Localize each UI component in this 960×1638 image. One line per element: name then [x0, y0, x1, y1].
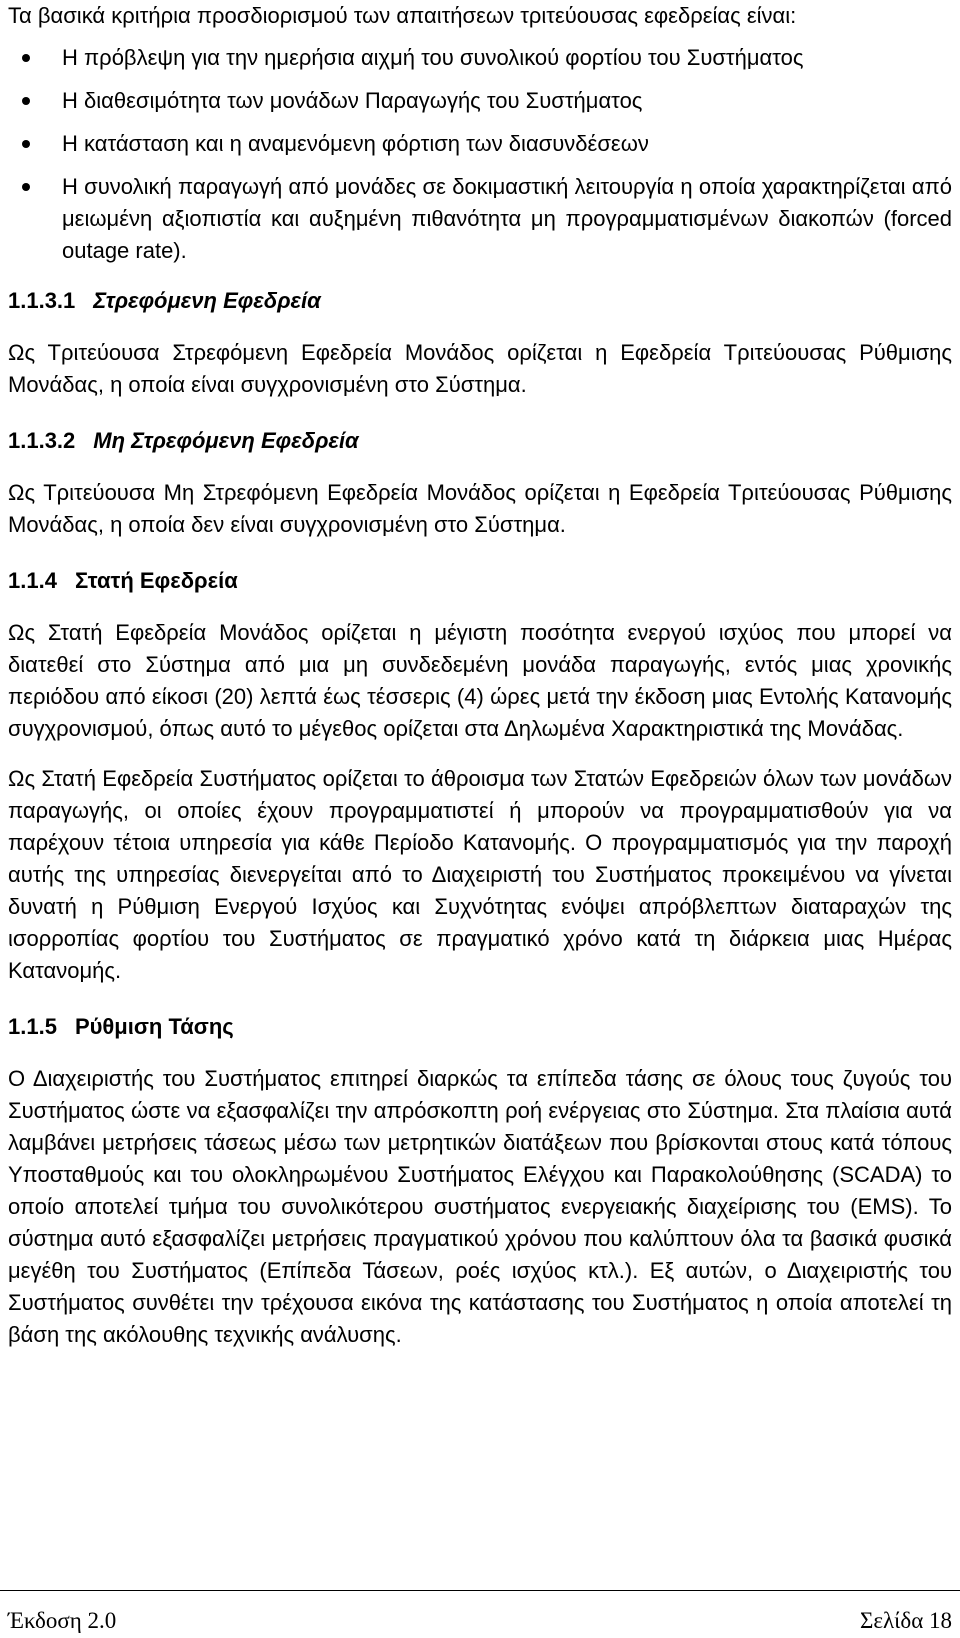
list-item-text: Η πρόβλεψη για την ημερήσια αιχμή του συνολικού φορτίου του Συστήματος: [62, 45, 804, 70]
list-item-text: Η διαθεσιμότητα των μονάδων Παραγωγής του Συστήματος: [62, 88, 643, 113]
intro-text: Τα βασικά κριτήρια προσδιορισμού των απαιτήσεων τριτεύουσας εφεδρείας είναι:: [8, 3, 797, 28]
paragraph: Ως Στατή Εφεδρεία Συστήματος ορίζεται το άθροισμα των Στατών Εφεδρειών όλων των μονάδων παραγωγής, οι οποίες έχουν προγραμματιστεί ή μπορούν να προγραμματισθούν για να παρέχουν τέτοια υπηρεσία για κάθε Περίοδο Κατανομής. Ο προγραμματισμός για την παροχή αυτής της υπηρεσίας διενεργείται από το Διαχειριστή του Συστήματος προκειμένου να γίνεται δυνατή η Ρύθμιση Ενεργού Ισχύος και Συχνότητας ενόψει απρόβλεπτων διαταραχών της ισορροπίας φορτίου του Συστήματος σε πραγματικό χρόνο κατά τη διάρκεια μιας Ημέρας Κατανομής.: [8, 766, 952, 983]
bullet-icon: [22, 54, 30, 62]
page-number: Σελίδα 18: [859, 1608, 952, 1633]
page-footer: [0, 1590, 960, 1638]
document-page: [8, 0, 952, 1369]
bullet-icon: [22, 140, 30, 148]
list-item: [8, 128, 952, 160]
paragraph: Ως Στατή Εφεδρεία Μονάδος ορίζεται η μέγιστη ποσότητα ενεργού ισχύος που μπορεί να διατεθεί στο Σύστημα από μια μη συνδεδεμένη μονάδα παραγωγής, εντός μιας χρονικής περιόδου από είκοσι (20) λεπτά έως τέσσερις (4) ώρες μετά την έκδοση μιας Εντολής Κατανομής συγχρονισμού, όπως αυτό το μέγεθος ορίζεται στα Δηλωμένα Χαρακτηριστικά της Μονάδας.: [8, 620, 952, 741]
paragraph: Ως Τριτεύουσα Μη Στρεφόμενη Εφεδρεία Μονάδος ορίζεται η Εφεδρεία Τριτεύουσας Ρύθμισης Μονάδας, η οποία δεν είναι συγχρονισμένη στο Σύστημα.: [8, 480, 952, 537]
section-heading-non-spinning-reserve: [8, 425, 952, 457]
list-item: [8, 42, 952, 74]
criteria-list: [8, 42, 952, 267]
list-item-text: Η κατάσταση και η αναμενόμενη φόρτιση των διασυνδέσεων: [62, 131, 649, 156]
section-number: 1.1.5: [8, 1014, 57, 1039]
bullet-icon: [22, 97, 30, 105]
section-heading-voltage-regulation: [8, 1011, 952, 1043]
paragraph: Ως Τριτεύουσα Στρεφόμενη Εφεδρεία Μονάδος ορίζεται η Εφεδρεία Τριτεύουσας Ρύθμισης Μονάδας, η οποία είναι συγχρονισμένη στο Σύστημα.: [8, 340, 952, 397]
paragraph: Ο Διαχειριστής του Συστήματος επιτηρεί διαρκώς τα επίπεδα τάσης σε όλους τους ζυγούς του Συστήματος ώστε να εξασφαλίζει την απρόσκοπτη ροή ενέργειας στο Σύστημα. Στα πλαίσια αυτά λαμβάνει μετρήσεις τάσεως μέσω των μετρητικών διατάξεων που βρίσκονται στους κατά τόπους Υποσταθμούς και του ολοκληρωμένου Συστήματος Ελέγχου και Παρακολούθησης (SCADA) το οποίο αποτελεί τμήμα του συνολικότερου συστήματος ενεργειακής διαχείρισης του (EMS). Το σύστημα αυτό εξασφαλίζει μετρήσεις πραγματικού χρόνου που καλύπτουν όλα τα βασικά φυσικά μεγέθη του Συστήματος (Επίπεδα Τάσεων, ροές ισχύος κτλ.). Εξ αυτών, ο Διαχειριστής του Συστήματος συνθέτει την τρέχουσα εικόνα της κατάστασης του Συστήματος η οποία αποτελεί τη βάση της ακόλουθης τεχνικής ανάλυσης.: [8, 1066, 952, 1347]
section-title: Ρύθμιση Τάσης: [74, 1014, 234, 1039]
section-number: 1.1.4: [8, 568, 57, 593]
section-number: 1.1.3.1: [8, 288, 76, 313]
section-title: Στρεφόμενη Εφεδρεία: [93, 288, 321, 313]
section-number: 1.1.3.2: [8, 428, 76, 453]
edition-label: Έκδοση 2.0: [8, 1608, 117, 1633]
bullet-icon: [22, 183, 30, 191]
section-heading-spinning-reserve: [8, 285, 952, 317]
list-item: [8, 171, 952, 267]
list-item: [8, 85, 952, 117]
section-title: Στατή Εφεδρεία: [74, 568, 238, 593]
section-title: Μη Στρεφόμενη Εφεδρεία: [93, 428, 359, 453]
list-item-text: Η συνολική παραγωγή από μονάδες σε δοκιμαστική λειτουργία η οποία χαρακτηρίζεται από μειωμένη αξιοπιστία και αυξημένη πιθανότητα μη προγραμματισμένων διακοπών (forced outage rate).: [62, 174, 952, 263]
section-heading-standing-reserve: [8, 565, 952, 597]
